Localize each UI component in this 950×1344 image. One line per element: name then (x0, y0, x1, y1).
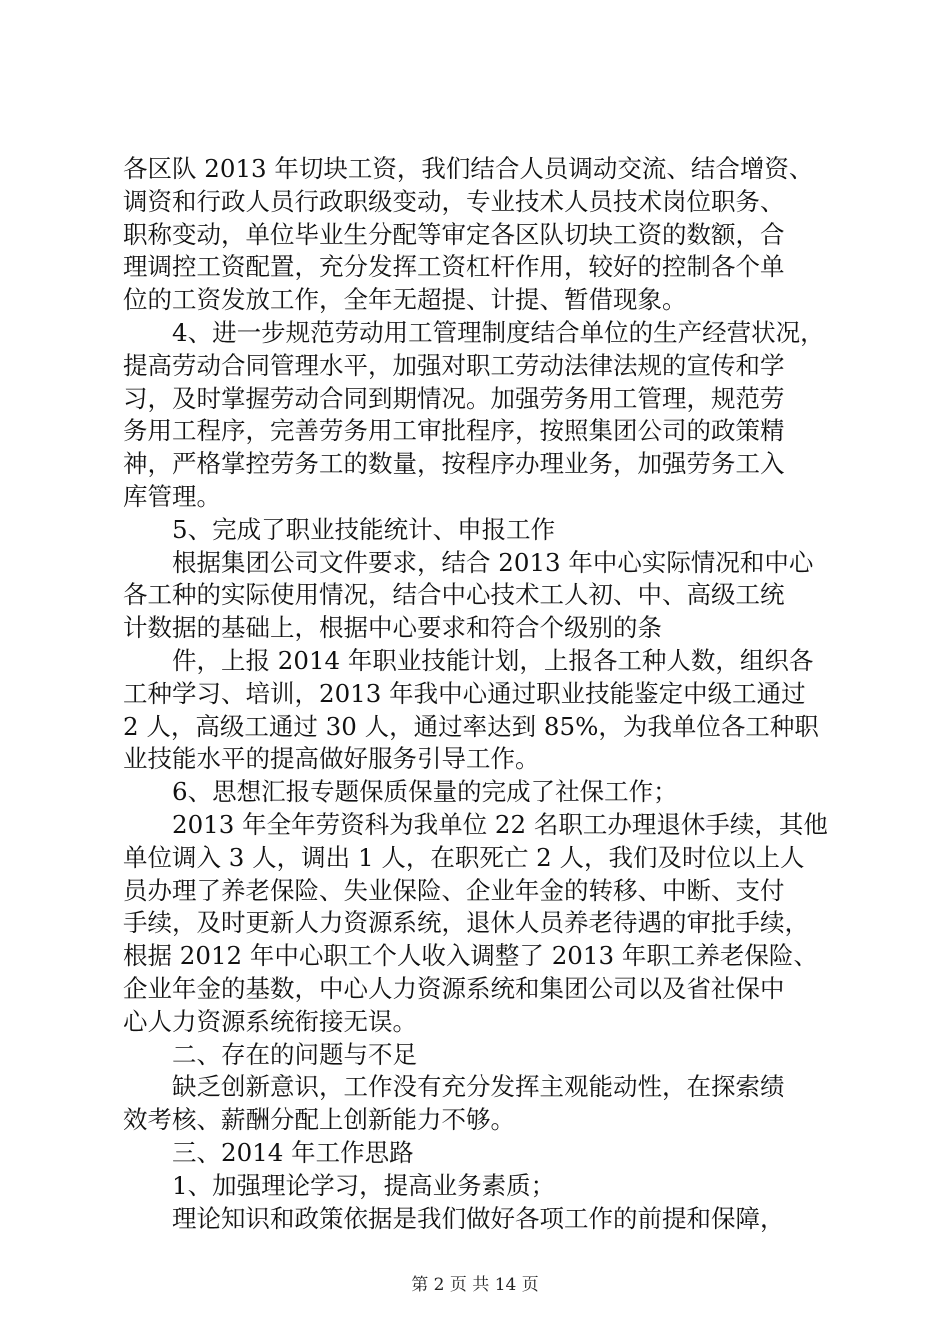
text-line: 三、2014 年工作思路 (172, 1137, 414, 1167)
text-line: 神，严格掌控劳务工的数量，按程序办理业务，加强劳务工入 (123, 449, 785, 479)
text-line: 二、存在的问题与不足 (172, 1039, 417, 1069)
text-line: 库管理。 (123, 481, 221, 511)
text-line: 工种学习、培训，2013 年我中心通过职业技能鉴定中级工通过 (123, 678, 806, 708)
text-line: 2 人，高级工通过 30 人，通过率达到 85%，为我单位各工种职 (123, 711, 819, 741)
text-line: 位的工资发放工作，全年无超提、计提、暂借现象。 (123, 285, 687, 315)
text-line: 务用工程序，完善劳务用工审批程序，按照集团公司的政策精 (123, 416, 785, 446)
text-line: 各区队 2013 年切块工资，我们结合人员调动交流、结合增资、 (123, 154, 814, 183)
text-line: 职称变动，单位毕业生分配等审定各区队切块工资的数额，合 (123, 219, 785, 249)
text-line: 5、完成了职业技能统计、申报工作 (172, 514, 556, 544)
text-line: 习，及时掌握劳动合同到期情况。加强劳务用工管理，规范劳 (123, 383, 785, 413)
text-line: 业技能水平的提高做好服务引导工作。 (123, 744, 540, 774)
text-line: 6、思想汇报专题保质保量的完成了社保工作； (172, 777, 678, 807)
text-line: 手续，及时更新人力资源系统，退休人员养老待遇的审批手续， (123, 908, 809, 938)
document-body (123, 153, 843, 1235)
text-line: 4、进一步规范劳动用工管理制度结合单位的生产经营状况， (172, 317, 825, 347)
text-line: 缺乏创新意识，工作没有充分发挥主观能动性，在探索绩 (172, 1072, 785, 1102)
text-line: 1、加强理论学习，提高业务素质； (172, 1170, 556, 1200)
text-line: 根据集团公司文件要求，结合 2013 年中心实际情况和中心 (172, 547, 814, 577)
text-line: 各工种的实际使用情况，结合中心技术工人初、中、高级工统 (123, 580, 785, 610)
text-line: 根据 2012 年中心职工个人收入调整了 2013 年职工养老保险、 (123, 941, 818, 971)
text-line: 提高劳动合同管理水平，加强对职工劳动法律法规的宣传和学 (123, 350, 785, 380)
text-line: 理论知识和政策依据是我们做好各项工作的前提和保障， (172, 1203, 785, 1233)
text-line: 2013 年全年劳资科为我单位 22 名职工办理退休手续，其他 (172, 809, 828, 839)
text-line: 员办理了养老保险、失业保险、企业年金的转移、中断、支付 (123, 875, 785, 905)
text-line: 企业年金的基数，中心人力资源系统和集团公司以及省社保中 (123, 973, 785, 1003)
text-line: 单位调入 3 人，调出 1 人，在职死亡 2 人，我们及时位以上人 (123, 842, 805, 872)
text-line: 计数据的基础上，根据中心要求和符合个级别的条 (123, 613, 662, 643)
text-line: 调资和行政人员行政职级变动，专业技术人员技术岗位职务、 (123, 186, 785, 216)
text-line: 效考核、薪酬分配上创新能力不够。 (123, 1105, 515, 1135)
page-footer: 第 2 页 共 14 页 (411, 1275, 539, 1295)
text-line: 心人力资源系统衔接无误。 (123, 1006, 417, 1036)
text-line: 件，上报 2014 年职业技能计划，上报各工种人数，组织各 (172, 645, 814, 675)
text-line: 理调控工资配置，充分发挥工资杠杆作用，较好的控制各个单 (123, 252, 785, 282)
